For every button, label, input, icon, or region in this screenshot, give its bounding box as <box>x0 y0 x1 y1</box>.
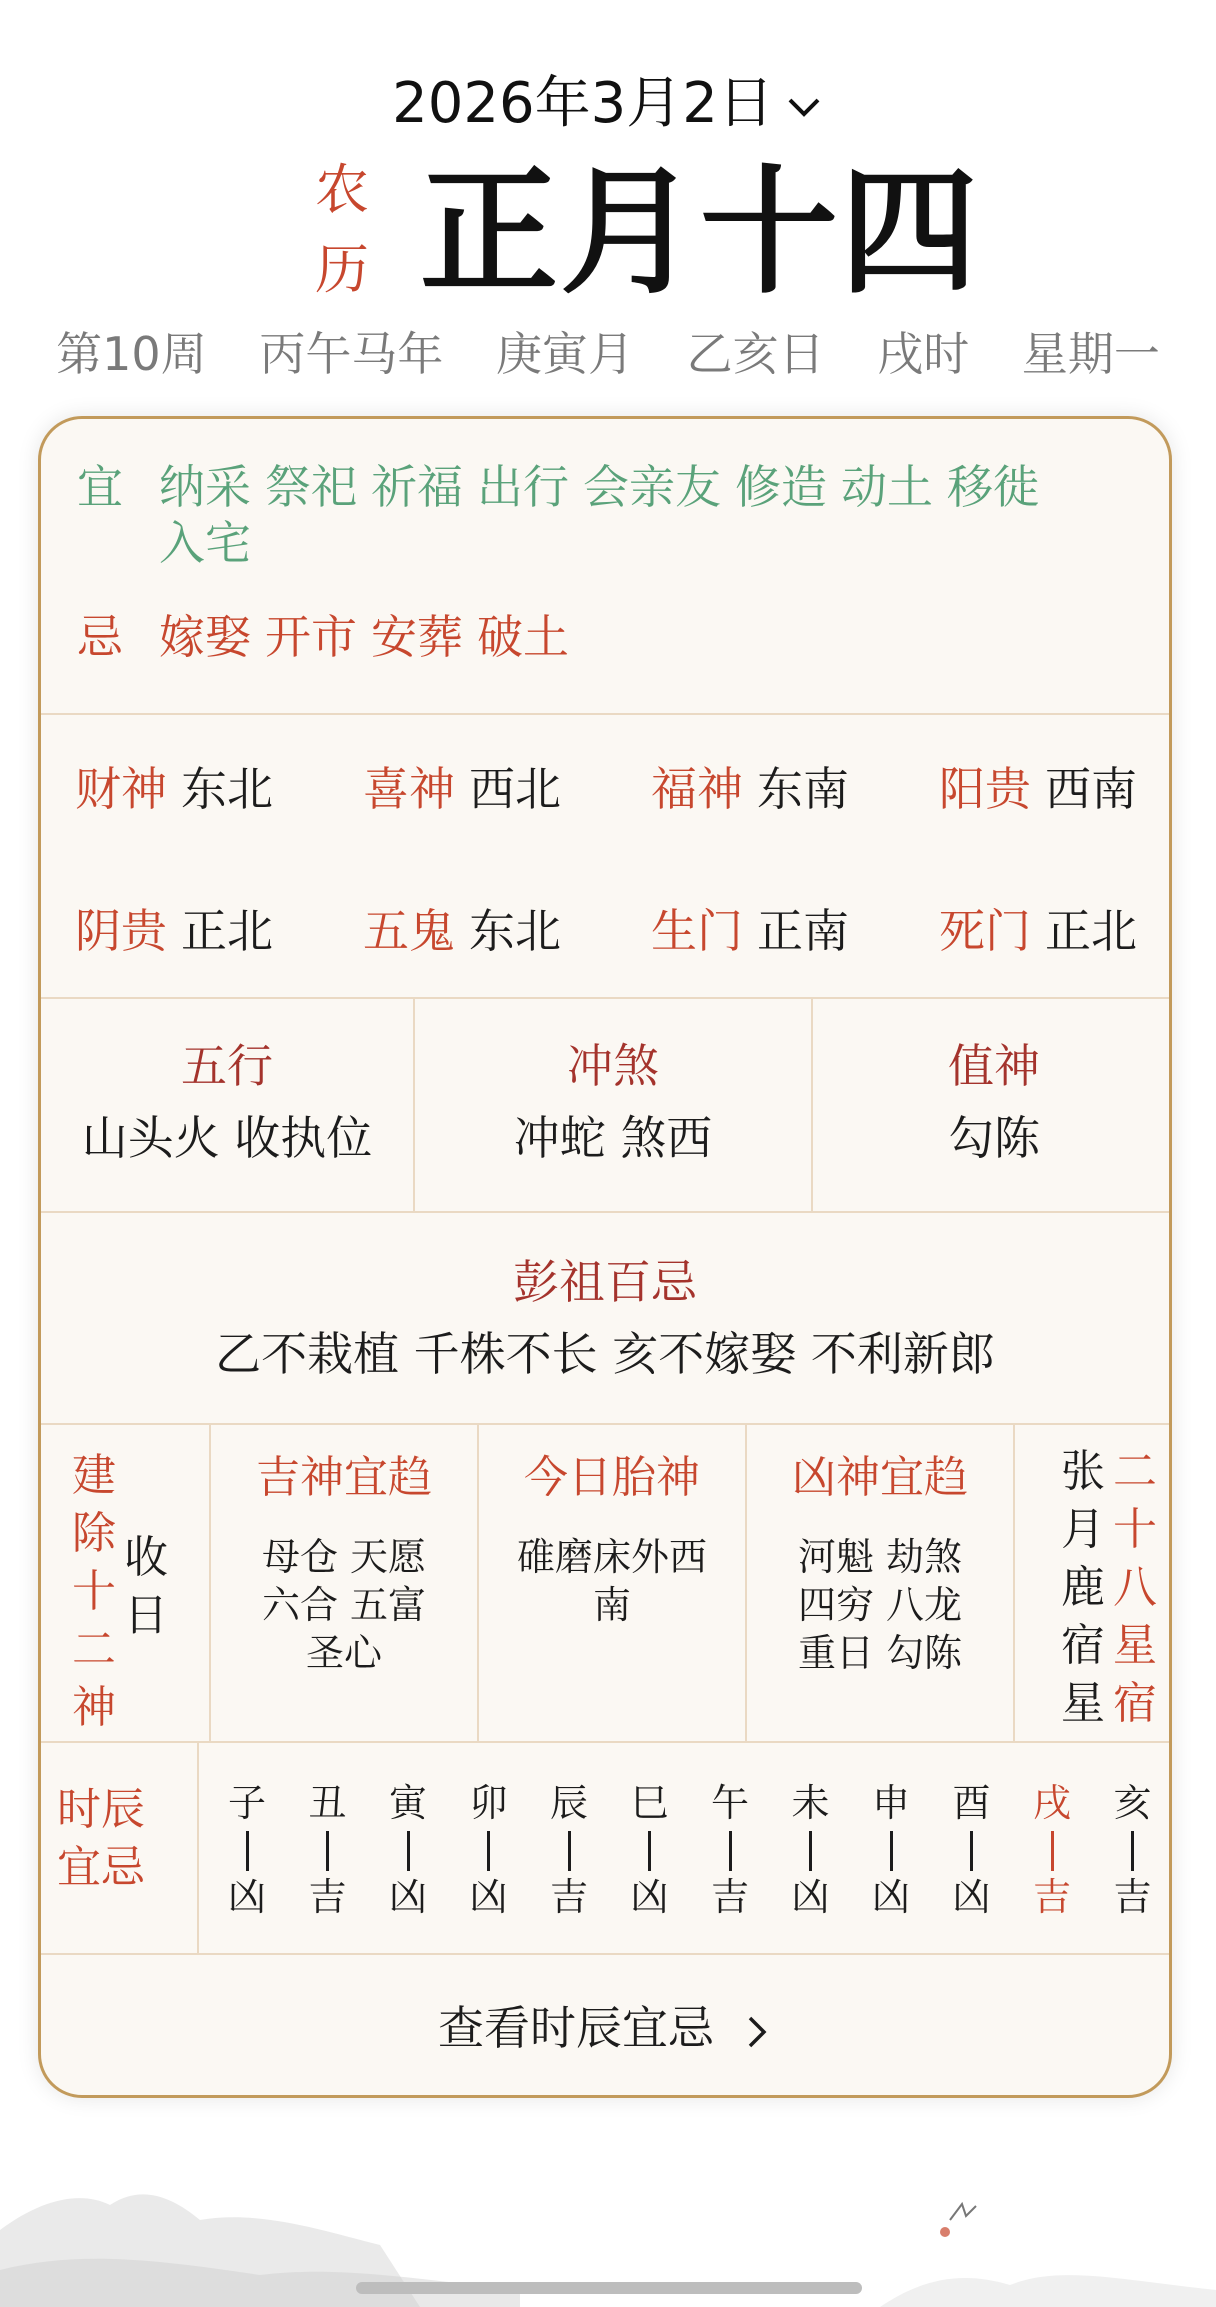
jianchu-label-char: 神 <box>72 1682 116 1733</box>
shichen-hour <box>217 1777 277 1921</box>
god-direction <box>939 759 1137 819</box>
lunar-tag-char: 农 <box>315 158 369 221</box>
shichen-connector <box>1131 1831 1134 1871</box>
jianchu-label-char: 建 <box>72 1450 116 1501</box>
god-direction <box>939 901 1137 961</box>
god-name: 阴贵 <box>75 904 167 958</box>
shichen-connector <box>648 1831 651 1871</box>
pengzu-value: 乙不栽植 千株不长 亥不嫁娶 不利新郎 <box>215 1327 995 1381</box>
date-info-line <box>0 318 1216 384</box>
shichen-result: 吉 <box>1113 1875 1152 1919</box>
jishen-line: 母仓 天愿 <box>261 1535 427 1579</box>
week-number: 第10周 <box>56 327 207 381</box>
god-dir: 西南 <box>1045 762 1137 816</box>
jishen-line: 圣心 <box>305 1631 382 1675</box>
jishen-list <box>211 1533 477 1677</box>
shichen-hour <box>700 1777 760 1921</box>
shichen-result: 凶 <box>227 1875 266 1919</box>
god-name: 财神 <box>75 762 167 816</box>
shichen-hour <box>781 1777 841 1921</box>
xiongshen-list <box>747 1533 1013 1677</box>
day-ganzhi: 乙亥日 <box>686 327 825 381</box>
xiu-label-char: 二 <box>1113 1446 1157 1497</box>
shichen-result: 吉 <box>710 1875 749 1919</box>
shichen-connector <box>729 1831 732 1871</box>
shichen-branch: 未 <box>791 1781 830 1825</box>
ji-items <box>159 609 1129 665</box>
yi-item: 修造 <box>735 460 827 514</box>
shichen-branch: 申 <box>871 1781 910 1825</box>
shichen-branch: 戌 <box>1032 1781 1071 1825</box>
god-dir: 东北 <box>469 904 561 958</box>
lunar-date: 正月十四 <box>420 152 981 313</box>
shichen-hour <box>378 1777 438 1921</box>
shichen-result: 吉 <box>308 1875 347 1919</box>
zhishen-title: 值神 <box>948 1039 1040 1093</box>
xiu-label-char: 宿 <box>1113 1678 1157 1729</box>
god-direction <box>363 901 561 961</box>
chevron-right-icon <box>742 2012 772 2052</box>
god-name: 生门 <box>651 904 743 958</box>
god-name: 死门 <box>939 904 1031 958</box>
view-shichen-label: 查看时辰宜忌 <box>438 2001 714 2055</box>
wuxing-value: 山头火 收执位 <box>81 1111 373 1165</box>
god-dir: 正南 <box>757 904 849 958</box>
lunar-tag <box>310 150 374 310</box>
yi-label: 宜 <box>77 460 123 514</box>
xiongshen-line: 重日 勾陈 <box>797 1631 963 1675</box>
shichen-result: 凶 <box>871 1875 910 1919</box>
shichen-hour <box>861 1777 921 1921</box>
god-dir: 西北 <box>469 762 561 816</box>
taishen-line: 南 <box>592 1583 631 1627</box>
zhishen-cell <box>813 999 1172 1213</box>
shichen-hour <box>1103 1777 1163 1921</box>
jianchu-label-char: 十 <box>72 1566 116 1617</box>
xiongshen-line: 河魁 劫煞 <box>797 1535 963 1579</box>
lunar-date-row <box>0 150 1216 313</box>
xiu-label-char: 星 <box>1113 1620 1157 1671</box>
ji-item: 开市 <box>265 610 357 664</box>
yi-item: 出行 <box>477 460 569 514</box>
chongsha-title: 冲煞 <box>567 1039 659 1093</box>
shichen-hour <box>459 1777 519 1921</box>
date-picker[interactable] <box>0 64 1216 144</box>
god-direction <box>75 759 273 819</box>
jianchu-label-char: 除 <box>72 1508 116 1559</box>
yi-item: 会亲友 <box>583 460 721 514</box>
god-name: 福神 <box>651 762 743 816</box>
chongsha-value: 冲蛇 煞西 <box>513 1111 713 1165</box>
shichen-result: 吉 <box>549 1875 588 1919</box>
shichen-branch: 酉 <box>952 1781 991 1825</box>
yi-item: 入宅 <box>159 516 251 570</box>
shichen-result: 凶 <box>388 1875 427 1919</box>
shichen-hour <box>298 1777 358 1921</box>
shichen-branch: 卯 <box>469 1781 508 1825</box>
ji-item: 安葬 <box>371 610 463 664</box>
god-name: 喜神 <box>363 762 455 816</box>
xiongshen-line: 四穷 八龙 <box>797 1583 963 1627</box>
hour-ganzhi: 戌时 <box>877 327 970 381</box>
shichen-connector <box>246 1831 249 1871</box>
taishen-cell <box>479 1425 745 1743</box>
view-shichen-button[interactable] <box>41 1955 1169 2098</box>
god-direction <box>651 759 849 819</box>
jianchu-value-char: 收 <box>124 1532 168 1583</box>
pengzu-section <box>41 1213 1169 1425</box>
shichen-label-line: 时辰 <box>57 1784 145 1835</box>
xiu-value <box>1059 1443 1107 1733</box>
divider <box>1013 1425 1015 1743</box>
lunar-tag-char: 历 <box>315 238 369 301</box>
jishen-title: 吉神宜趋 <box>256 1452 432 1503</box>
shichen-connector <box>809 1831 812 1871</box>
xiu-label <box>1111 1443 1159 1733</box>
month-ganzhi: 庚寅月 <box>495 327 634 381</box>
shichen-result: 凶 <box>630 1875 669 1919</box>
jianchu-label <box>69 1447 119 1737</box>
shichen-connector <box>970 1831 973 1871</box>
shichen-branch: 午 <box>710 1781 749 1825</box>
xiu-value-char: 月 <box>1061 1504 1105 1555</box>
shichen-connector <box>568 1831 571 1871</box>
yi-items <box>159 459 1129 571</box>
shichen-hour <box>942 1777 1002 1921</box>
chevron-down-icon <box>784 87 824 127</box>
zhishen-value: 勾陈 <box>948 1111 1040 1165</box>
shichen-label <box>57 1781 145 1897</box>
shichen-result: 凶 <box>952 1875 991 1919</box>
xiu-label-char: 十 <box>1113 1504 1157 1555</box>
pengzu-title: 彭祖百忌 <box>513 1255 697 1309</box>
shichen-connector <box>487 1831 490 1871</box>
yi-item: 祈福 <box>371 460 463 514</box>
shichen-result: 凶 <box>469 1875 508 1919</box>
shichen-branch: 寅 <box>388 1781 427 1825</box>
god-dir: 正北 <box>1045 904 1137 958</box>
god-directions <box>41 715 1169 999</box>
xiongshen-cell <box>747 1425 1013 1743</box>
year-ganzhi: 丙午马年 <box>259 327 444 381</box>
xiu-value-char: 星 <box>1061 1678 1105 1729</box>
shichen-hour <box>1022 1777 1082 1921</box>
yi-item: 动土 <box>841 460 933 514</box>
divider <box>197 1743 199 1955</box>
god-direction <box>651 901 849 961</box>
xiu-value-char: 张 <box>1061 1446 1105 1497</box>
taishen-list <box>479 1533 745 1629</box>
shen-section <box>41 1425 1169 1743</box>
almanac-card <box>38 416 1172 2098</box>
shichen-connector <box>407 1831 410 1871</box>
shichen-branch: 丑 <box>308 1781 347 1825</box>
shichen-branch: 巳 <box>630 1781 669 1825</box>
jianchu-label-char: 二 <box>72 1624 116 1675</box>
chongsha-cell <box>415 999 811 1213</box>
jishen-cell <box>211 1425 477 1743</box>
xiu-value-char: 鹿 <box>1061 1562 1105 1613</box>
yi-ji-section <box>41 419 1169 715</box>
shichen-branch: 辰 <box>549 1781 588 1825</box>
shichen-section <box>41 1743 1169 1955</box>
xiu-label-char: 八 <box>1113 1562 1157 1613</box>
xiongshen-title: 凶神宜趋 <box>792 1452 968 1503</box>
jianchu-value <box>121 1529 171 1645</box>
jishen-line: 六合 五富 <box>261 1583 427 1627</box>
wuxing-title: 五行 <box>181 1039 273 1093</box>
wuxing-cell <box>41 999 413 1213</box>
shichen-hour <box>620 1777 680 1921</box>
taishen-line: 碓磨床外西 <box>516 1535 707 1579</box>
shichen-connector <box>890 1831 893 1871</box>
shichen-branch: 亥 <box>1113 1781 1152 1825</box>
ji-label: 忌 <box>77 610 123 664</box>
god-dir: 正北 <box>181 904 273 958</box>
jianchu-value-char: 日 <box>124 1590 168 1641</box>
date-text: 2026年3月2日 <box>392 71 774 136</box>
shichen-connector <box>326 1831 329 1871</box>
yi-item: 移徙 <box>947 460 1039 514</box>
god-direction <box>75 901 273 961</box>
god-name: 五鬼 <box>363 904 455 958</box>
shichen-connector <box>1051 1831 1054 1871</box>
home-indicator[interactable] <box>356 2282 862 2294</box>
god-direction <box>363 759 561 819</box>
shichen-branch: 子 <box>227 1781 266 1825</box>
god-name: 阳贵 <box>939 762 1031 816</box>
shichen-label-line: 宜忌 <box>57 1842 145 1893</box>
weekday: 星期一 <box>1021 327 1160 381</box>
god-dir: 东北 <box>181 762 273 816</box>
ji-item: 嫁娶 <box>159 610 251 664</box>
wuxing-chongsha-zhishen <box>41 999 1169 1213</box>
shichen-result: 吉 <box>1032 1875 1071 1919</box>
taishen-title: 今日胎神 <box>524 1452 700 1503</box>
xiu-value-char: 宿 <box>1061 1620 1105 1671</box>
shichen-result: 凶 <box>791 1875 830 1919</box>
shichen-hour <box>539 1777 599 1921</box>
yi-item: 纳采 <box>159 460 251 514</box>
ji-item: 破土 <box>477 610 569 664</box>
yi-item: 祭祀 <box>265 460 357 514</box>
god-dir: 东南 <box>757 762 849 816</box>
